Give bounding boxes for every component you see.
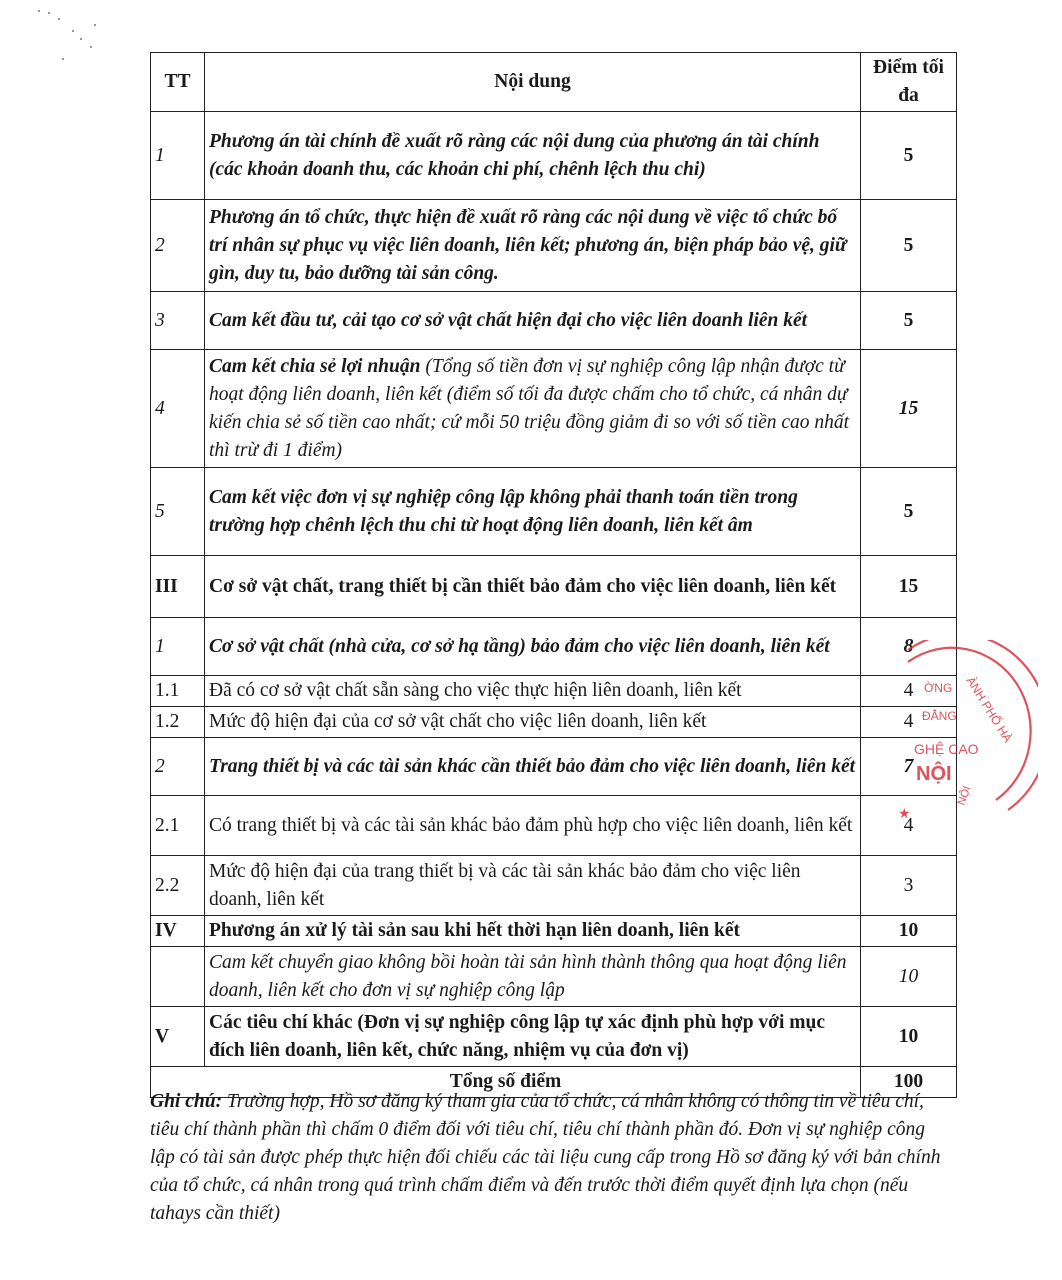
table-row <box>151 707 957 738</box>
table-row <box>151 1007 957 1067</box>
row-tt: III <box>151 556 205 618</box>
seal-text-mid4: NỘI <box>916 763 952 785</box>
row-points: 5 <box>861 468 957 556</box>
seal-text-mid1: ỜNG <box>924 681 953 695</box>
row-points: 15 <box>861 350 957 468</box>
row-content: Cơ sở vật chất, trang thiết bị cần thiết bảo đảm cho việc liên doanh, liên kết <box>205 556 861 618</box>
row-points: 15 <box>861 556 957 618</box>
row-tt <box>151 947 205 1007</box>
row-content: Cam kết chuyển giao không bồi hoàn tài sản hình thành thông qua hoạt động liên doanh, liên kết cho đơn vị sự nghiệp công lập <box>205 947 861 1007</box>
row-content: Có trang thiết bị và các tài sản khác bảo đảm phù hợp cho việc liên doanh, liên kết <box>205 796 861 856</box>
scoring-table <box>150 52 957 1098</box>
seal-star: ★ <box>898 805 911 821</box>
row-tt: 2 <box>151 738 205 796</box>
seal-text-mid3: GHỆ CAO <box>914 741 979 757</box>
row-tt: 3 <box>151 292 205 350</box>
row-tt: 1 <box>151 618 205 676</box>
row-points: 7 <box>861 738 957 796</box>
row-content: Cam kết việc đơn vị sự nghiệp công lập không phải thanh toán tiền trong trường hợp chênh lệch thu chi từ hoạt động liên doanh, liên kết âm <box>205 468 861 556</box>
table-row <box>151 738 957 796</box>
row-content: Mức độ hiện đại của cơ sở vật chất cho việc liên doanh, liên kết <box>205 707 861 738</box>
row-tt: 2 <box>151 200 205 292</box>
table-row <box>151 916 957 947</box>
table-row <box>151 618 957 676</box>
row-content-rest: (Tổng số tiền đơn vị sự nghiệp công lập nhận được từ hoạt động liên doanh, liên kết (điểm số tối đa được chấm cho tổ chức, cá nhân dự kiến chia sẻ số tiền cao nhất; cứ mỗi 50 triệu đồng giảm đi so với số tiền cao nhất thì trừ đi 1 điểm) <box>209 355 850 461</box>
row-points: 5 <box>861 292 957 350</box>
row-content: Trang thiết bị và các tài sản khác cần thiết bảo đảm cho việc liên doanh, liên kết <box>205 738 861 796</box>
row-tt: 5 <box>151 468 205 556</box>
row-points: 3 <box>861 856 957 916</box>
seal-text-mid2: ĐẲNG <box>922 709 957 723</box>
row-tt: V <box>151 1007 205 1067</box>
footnote-label: Ghi chú: <box>150 1091 223 1112</box>
seal-text-top: ÀNH PHỐ HÀ <box>963 674 1015 745</box>
header-content: Nội dung <box>205 53 861 112</box>
table-header-row <box>151 53 957 112</box>
row-points: 10 <box>861 916 957 947</box>
row-tt: 4 <box>151 350 205 468</box>
row-points: 10 <box>861 947 957 1007</box>
row-content-bold: Cam kết chia sẻ lợi nhuận <box>209 355 421 377</box>
row-points: 4 <box>861 796 957 856</box>
table-row <box>151 350 957 468</box>
row-content: Cam kết đầu tư, cải tạo cơ sở vật chất hiện đại cho việc liên doanh liên kết <box>205 292 861 350</box>
table-row <box>151 556 957 618</box>
table-row <box>151 292 957 350</box>
row-content: Phương án xử lý tài sản sau khi hết thời hạn liên doanh, liên kết <box>205 916 861 947</box>
row-content <box>205 350 861 468</box>
row-tt: 1 <box>151 112 205 200</box>
total-points: 100 <box>861 1067 957 1098</box>
table-row <box>151 856 957 916</box>
row-content: Phương án tài chính đề xuất rõ ràng các nội dung của phương án tài chính (các khoản doanh thu, các khoản chi phí, chênh lệch thu chi) <box>205 112 861 200</box>
row-tt: 1.1 <box>151 676 205 707</box>
row-tt: 2.1 <box>151 796 205 856</box>
row-points: 5 <box>861 112 957 200</box>
row-content: Đã có cơ sở vật chất sẵn sàng cho việc thực hiện liên doanh, liên kết <box>205 676 861 707</box>
header-max-points: Điểm tối đa <box>861 53 957 112</box>
seal-text-bottom: NỘI <box>955 784 974 808</box>
table-body <box>151 112 957 1067</box>
row-tt: IV <box>151 916 205 947</box>
footnote <box>150 1088 950 1228</box>
row-tt: 2.2 <box>151 856 205 916</box>
row-content: Cơ sở vật chất (nhà cửa, cơ sở hạ tầng) bảo đảm cho việc liên doanh, liên kết <box>205 618 861 676</box>
row-points: 10 <box>861 1007 957 1067</box>
row-points: 5 <box>861 200 957 292</box>
scan-specks <box>34 8 104 68</box>
row-content: Mức độ hiện đại của trang thiết bị và các tài sản khác bảo đảm cho việc liên doanh, liên kết <box>205 856 861 916</box>
row-points: 4 <box>861 707 957 738</box>
table-row <box>151 676 957 707</box>
row-points: 4 <box>861 676 957 707</box>
row-content: Phương án tổ chức, thực hiện đề xuất rõ ràng các nội dung về việc tổ chức bố trí nhân sự phục vụ việc liên doanh, liên kết; phương án, biện pháp bảo vệ, giữ gìn, duy tu, bảo dưỡng tài sản công. <box>205 200 861 292</box>
table-row <box>151 468 957 556</box>
header-tt: TT <box>151 53 205 112</box>
row-tt: 1.2 <box>151 707 205 738</box>
table-row <box>151 112 957 200</box>
total-label: Tổng số điểm <box>151 1067 861 1098</box>
footnote-text: Trường hợp, Hồ sơ đăng ký tham gia của tổ chức, cá nhân không có thông tin về tiêu chí, tiêu chí thành phần thì chấm 0 điểm đối với tiêu chí, tiêu chí thành phần đó. Đơn vị sự nghiệp công lập có tài sản được phép thực hiện đối chiếu các tài liệu cung cấp trong Hồ sơ đăng ký với bản chính của tổ chức, cá nhân trong quá trình chấm điểm và đến trước thời điểm quyết định lựa chọn (nếu tahays cần thiết) <box>150 1091 941 1224</box>
table-row <box>151 947 957 1007</box>
row-points: 8 <box>861 618 957 676</box>
table-row <box>151 200 957 292</box>
table-row <box>151 796 957 856</box>
row-content: Các tiêu chí khác (Đơn vị sự nghiệp công lập tự xác định phù hợp với mục đích liên doanh, liên kết, chức năng, nhiệm vụ của đơn vị) <box>205 1007 861 1067</box>
